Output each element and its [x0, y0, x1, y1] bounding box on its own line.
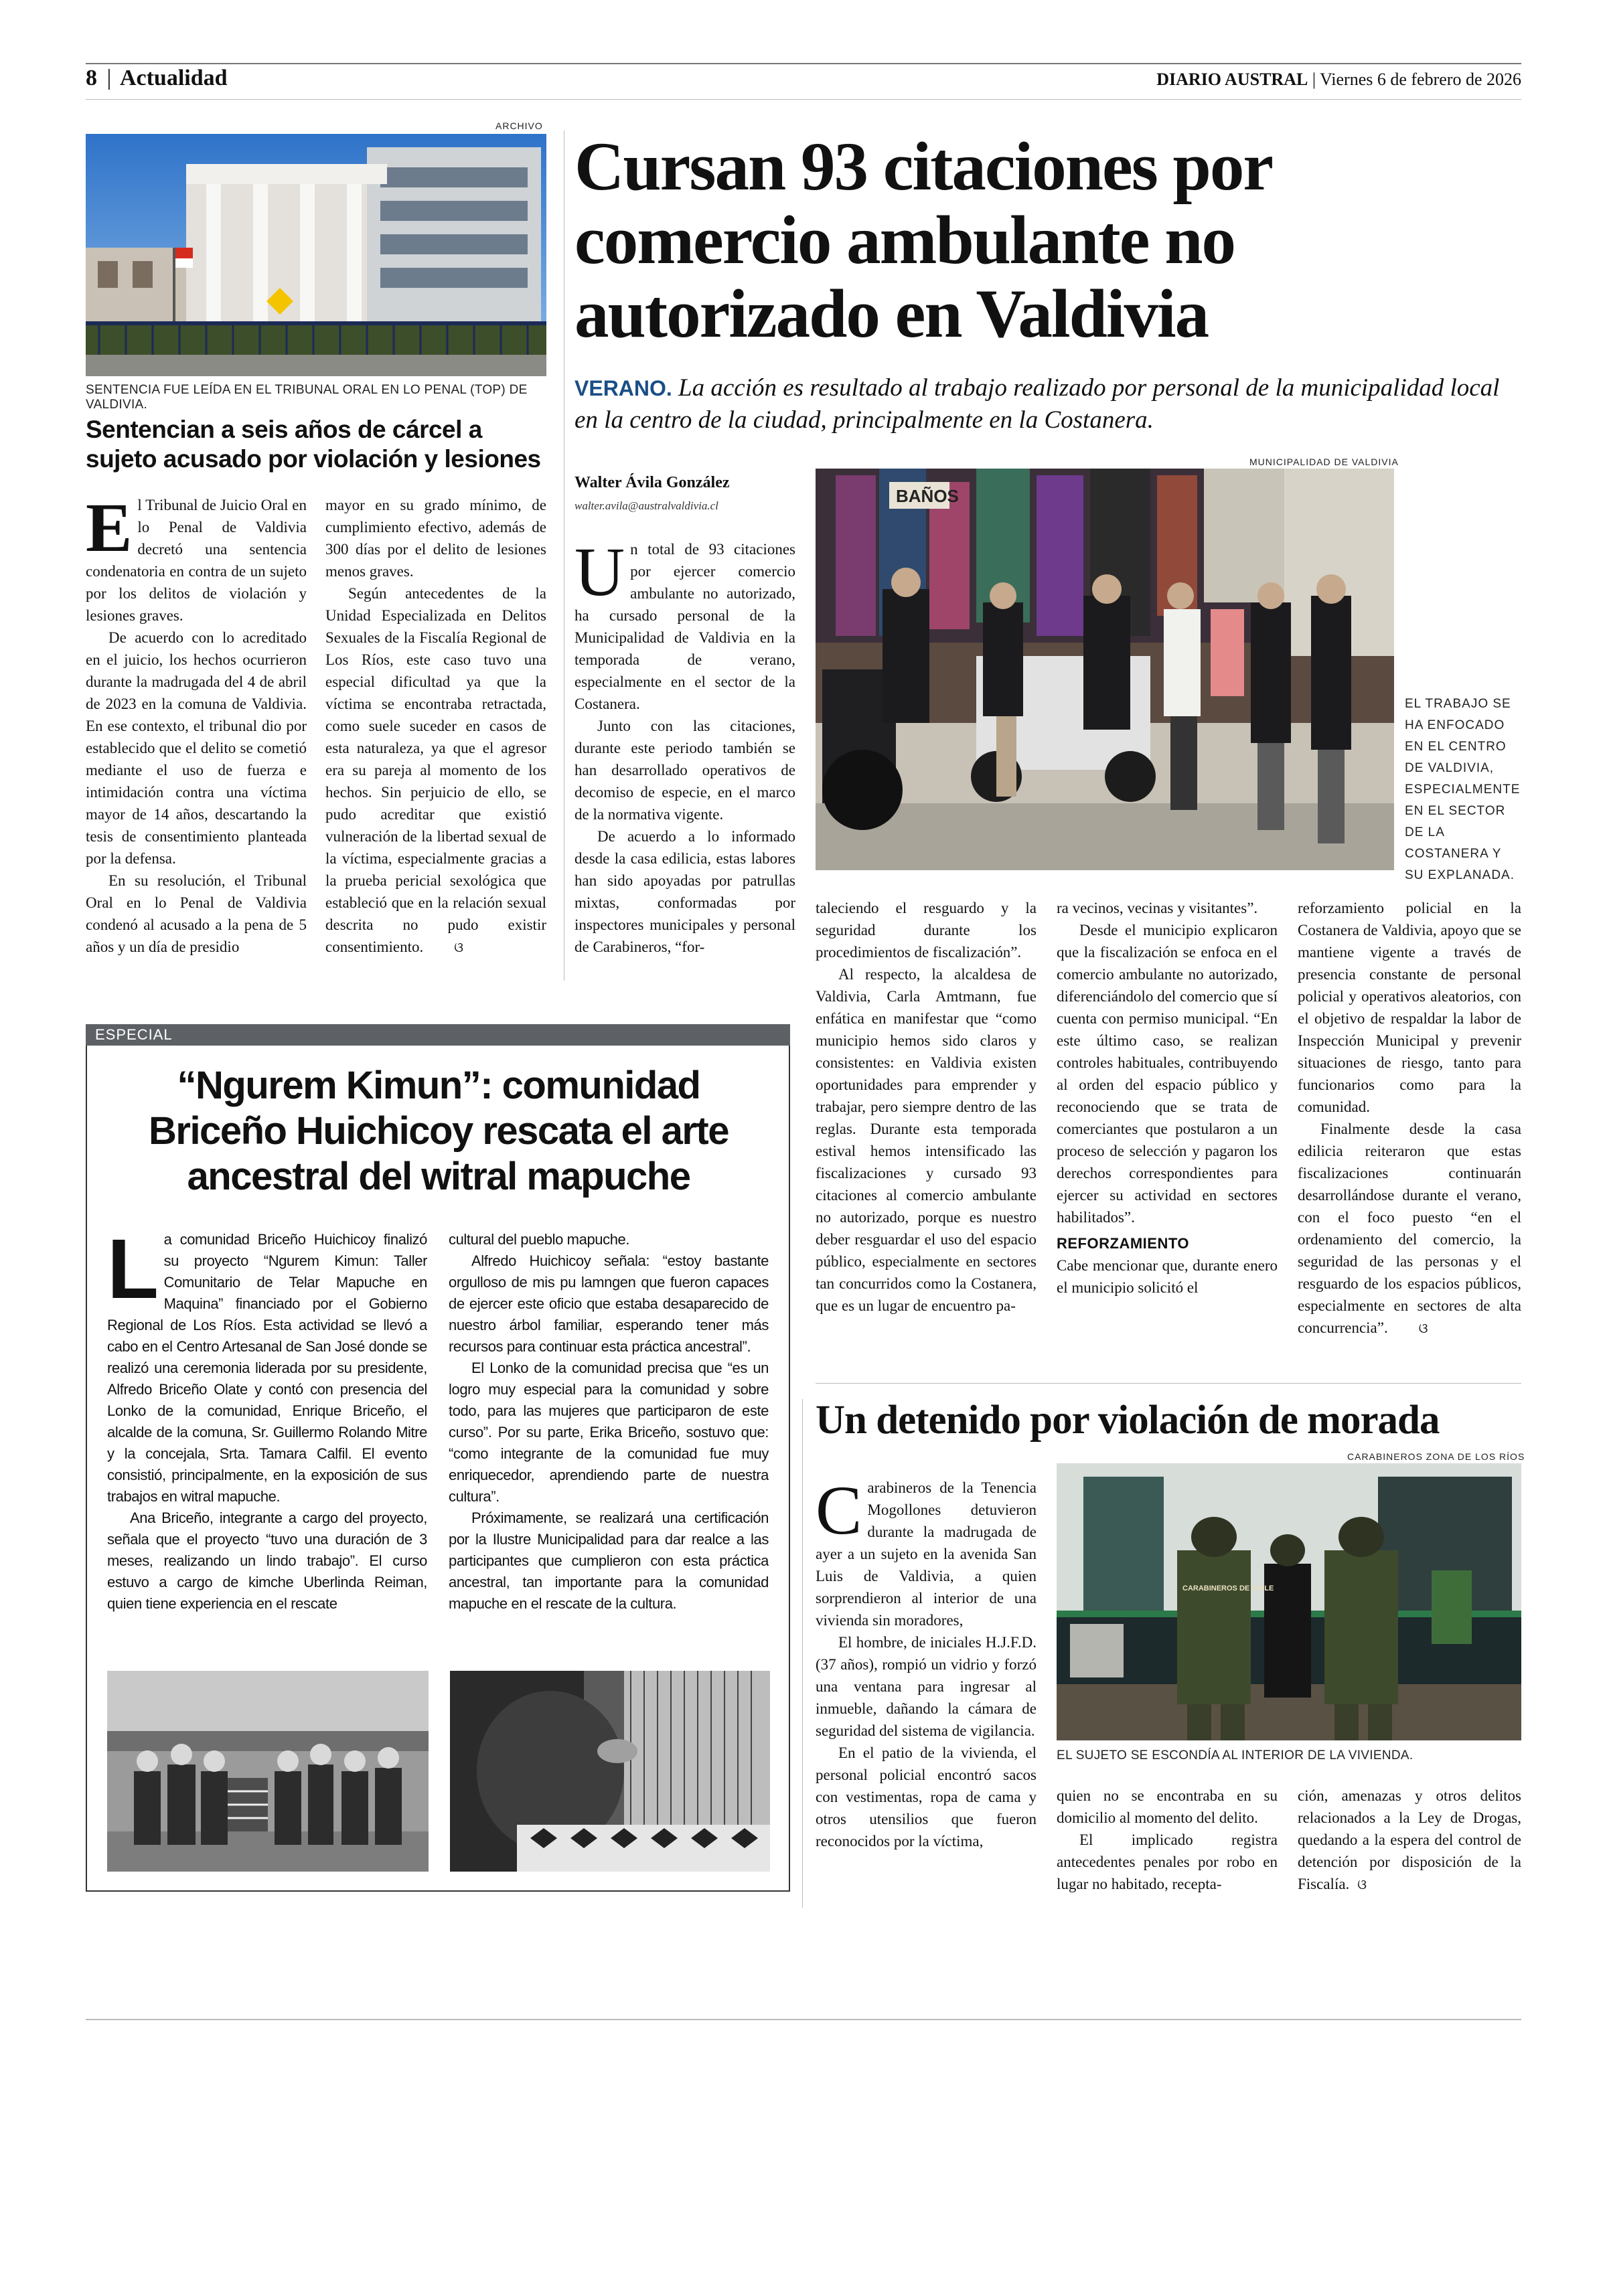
story2-paragraph: Desde el municipio explicaron que la fiscalización se enfoca en el comercio ambulante no autorizado, diferenciándolo del comercio que sí cuenta con permiso municipal. “En este último caso, se realizan controles habituales, contribuyendo al orden del espacio público y reconociendo que se trata de comerciantes que postularon a un proceso de selección y pagaron los derechos correspondientes para ejercer su actividad en sectores habilitados”. [1057, 922, 1278, 1226]
story1-headline: Sentencian a seis años de cárcel a sujeto acusado por violación y lesiones [86, 416, 541, 473]
story4-photo-credit: CARABINEROS ZONA DE LOS RÍOS [1347, 1451, 1525, 1462]
footer-rule [86, 2019, 1521, 2020]
story3-column-1 [107, 1229, 427, 1657]
story3-paragraph: a comunidad Briceño Huichicoy finalizó su proyecto “Ngurem Kimun: Taller Comunitario de Telar Mapuche en Maquina” financiado por el Gobierno Regional de Los Ríos. Esta actividad se llevó a cabo en el Centro Artesanal de San José donde se realizó una ceremonia liderada por su presidente, Alfredo Briceño Olate y contó con presencia del Lonko de la comunidad, Enrique Briceño, el alcalde de la comuna, Sr. Guillermo Rolando Mitre y la concejala, Srta. Tamara Calfil. El evento consistió, principalmente, en la exposición de sus trabajos en witral mapuche. [107, 1231, 427, 1505]
story1-column-1 [86, 494, 307, 983]
story3-loom-photo [450, 1671, 770, 1872]
story4-paragraph: arabineros de la Tenencia Mogollones detuvieron durante la madrugada de ayer a un sujeto en la avenida San Luis de Valdivia, a quien sorprendieron al interior de una vivienda sin moradores, [816, 1479, 1037, 1629]
story1-column-2 [325, 494, 546, 983]
paper-name: DIARIO AUSTRAL [1156, 70, 1308, 89]
story2-paragraph-text: Finalmente desde la casa edilicia reiteraron que estas fiscalizaciones continuarán desarrollándose durante el verano, con el foco puesto “en el ordenamiento del comercio, la seguridad de las personas y el resguardo de los espacios públicos, especialmente en sectores de alta concurrencia”. [1298, 1121, 1521, 1336]
carabineros-arrest-image [1057, 1463, 1521, 1740]
header-rule [86, 99, 1521, 100]
story2-paragraph: ra vecinos, vecinas y visitantes”. [1057, 900, 1258, 916]
story1-dropcap: E [86, 494, 133, 566]
story3-paragraph: Próximamente, se realizará una certificación por la Ilustre Municipalidad para dar realce a las participantes que cumplieron con esta práctica ancestral, tan importante para la comunidad mapuche en el rescate de la cultura. [449, 1509, 769, 1612]
top-rule [86, 63, 1521, 64]
story3-paragraph: El Lonko de la comunidad precisa que “es un logro muy especial para la comunidad y sobre todo, para las mujeres que participaron de este curso”. Por su parte, Erika Briceño, sostuvo que: “como integrante de la comunidad fue muy enriquecedor, aprendiendo parte de nuestra cultura”. [449, 1360, 769, 1505]
story2-paragraph: Al respecto, la alcaldesa de Valdivia, Carla Amtmann, fue enfática en manifestar que “como municipio hemos sido claros y consistentes: en Valdivia existen oportunidades para emprender y trabajar, pero siempre dentro de las reglas. Durante esta temporada estival hemos intensificado las fiscalizaciones y cursado 93 citaciones al comercio ambulante no autorizado, porque es nuestro deber resguardar el uso del espacio público, especialmente en sectores tan concurridos como la Costanera, que es un lugar de encuentro pa- [816, 966, 1037, 1314]
story2-paragraph: reforzamiento policial en la Costanera de Valdivia, apoyo que se mantiene vigente a través de presencia constante de personal policial y operativos aleatorios, con el objetivo de respaldar la labor de Inspección Municipal y prevenir situaciones de riesgo, tanto para funcionarios como para la comunidad. [1298, 900, 1521, 1115]
story3-paragraph: Ana Briceño, integrante a cargo del proyecto, señala que el proyecto “tuvo una duración de 3 meses, realizando un lindo trabajo”. El curso estuvo a cargo de kimche Uberlinda Reiman, quien tiene experiencia en el rescate [107, 1509, 427, 1612]
story2-headline: Cursan 93 citaciones por comercio ambulante no autorizado en Valdivia [575, 129, 1272, 352]
end-mark-icon: ଓ [454, 940, 464, 955]
story4-paragraph: El implicado registra antecedentes penales por robo en lugar no habitado, recepta- [1057, 1831, 1278, 1892]
story1-paragraph: mayor en su grado mínimo, de cumplimiento efectivo, además de 300 días por el delito de lesiones menos graves. [325, 497, 546, 580]
weaving-hands-image [450, 1671, 770, 1872]
story4-paragraph: El hombre, de iniciales H.J.F.D. (37 años), rompió un vidrio y forzó una ventana para ingresar al inmueble, dañando la cámara de seguridad del sistema de vigilancia. [816, 1634, 1037, 1739]
story4-dropcap: C [816, 1477, 862, 1549]
page-number: 8 [86, 66, 97, 90]
story1-photo-credit: ARCHIVO [495, 120, 543, 131]
story1-court-photo [86, 134, 546, 376]
story2-subhead: REFORZAMIENTO [1057, 1235, 1189, 1252]
story2-email[interactable]: walter.avila@australvaldivia.cl [575, 499, 718, 512]
inspection-scene-image [816, 469, 1394, 870]
story3-paragraph: Alfredo Huichicoy señala: “estoy bastante orgulloso de mis pu lamngen que fueron capaces de ejercer este oficio que estaba desaparecido de nuestro árbol familiar, esperando tener más recursos para continuar esta práctica ancestral”. [449, 1252, 769, 1355]
story4-column-3 [1298, 1785, 1521, 1905]
story1-paragraph [325, 582, 546, 959]
story3-paragraph: cultural del pueblo mapuche. [449, 1231, 630, 1248]
page-folio [86, 66, 228, 91]
banos-sign-text: BAÑOS [896, 486, 959, 506]
story4-photo-caption: EL SUJETO SE ESCONDÍA AL INTERIOR DE LA VIVIENDA. [1057, 1748, 1413, 1762]
story2-paragraph: Cabe mencionar que, durante enero el municipio solicitó el [1057, 1257, 1278, 1296]
story2-deck-text: La acción es resultado al trabajo realizado por personal de la municipalidad local en la centro de la ciudad, principalmente en la Costanera. [575, 374, 1500, 434]
story2-byline: Walter Ávila González [575, 474, 730, 491]
story2-deck-label: VERANO. [575, 376, 672, 400]
issue-date: Viernes 6 de febrero de 2026 [1320, 70, 1521, 89]
story2-photo-caption: EL TRABAJO SE HA ENFOCADO EN EL CENTRO DE VALDIVIA, ESPECIALMENTE EN EL SECTOR DE LA COSTANERA Y SU EXPLANADA. [1405, 697, 1521, 882]
story4-paragraph [1298, 1785, 1521, 1896]
community-group-image [107, 1671, 429, 1872]
story3-dropcap: L [107, 1229, 159, 1316]
story2-column-3 [1057, 897, 1278, 1370]
dateline-divider: | [1312, 70, 1320, 89]
story4-column-2 [1057, 1785, 1278, 1905]
end-mark-icon: ଓ [1357, 1878, 1367, 1892]
story2-paragraph [1298, 1118, 1521, 1340]
story2-paragraph: Junto con las citaciones, durante este periodo también se han desarrollado operativos de decomiso de especie, en el marco de la normativa vigente. [575, 718, 795, 823]
story4-paragraph: En el patio de la vivienda, el personal policial encontró sacos con vestimentas, ropa de cama y otros utensilios que fueron reconocidos por la víctima, [816, 1744, 1037, 1850]
story4-paragraph-text: ción, amenazas y otros delitos relacionados a la Ley de Drogas, quedando a la espera del control de detención por disposición de la Fiscalía. [1298, 1787, 1521, 1892]
especial-band [86, 1024, 790, 1046]
court-building-image [86, 134, 546, 376]
story3-column-2 [449, 1229, 769, 1657]
folio-divider: | [106, 66, 112, 90]
story1-paragraph: De acuerdo con lo acreditado en el juicio, los hechos ocurrieron durante la madrugada del 4 de abril de 2023 en la comuna de Valdivia. En ese contexto, el tribunal dio por establecido que el delito se cometió mediante el uso de fuerza e intimidación contra una víctima mayor de 14 años, descartando la tesis de consentimiento planteada por la defensa. [86, 629, 307, 867]
column-divider-bottom [802, 1399, 803, 1908]
story1-paragraph: En su resolución, el Tribunal Oral en lo Penal de Valdivia condenó al acusado a la pena de 5 años y un día de presidio [86, 872, 307, 955]
story2-paragraph: De acuerdo a lo informado desde la casa edilicia, estas labores han sido apoyadas por patrullas mixtas, conformadas por inspectores municipales y personal de Carabineros, “for- [575, 828, 795, 955]
story4-paragraph: quien no se encontraba en su domicilio al momento del delito. [1057, 1787, 1278, 1826]
story1-paragraph-text: Según antecedentes de la Unidad Especializada en Delitos Sexuales de la Fiscalía Regional de Los Ríos, este caso tuvo una especial dificultad ya que la víctima se encontraba retractada, como suele suceder en casos de esta naturaleza, ya que el agresor era su pareja al momento de los hechos. Sin perjuicio de ello, se pudo acreditar que existió vulneración de la libertad sexual de la víctima, especialmente gracias a la prueba pericial sexológica que estableció que en la relación sexual descrita no pudo existir consentimiento. [325, 585, 546, 955]
story2-paragraph: taleciendo el resguardo y la seguridad durante los procedimientos de fiscalización”. [816, 900, 1037, 961]
especial-band-label: ESPECIAL [95, 1026, 173, 1043]
story2-deck [575, 372, 1512, 436]
story3-headline: “Ngurem Kimun”: comunidad Briceño Huichicoy rescata el arte ancestral del witral mapuche [148, 1064, 729, 1198]
paper-dateline [1156, 70, 1521, 90]
story2-dropcap: U [575, 538, 625, 610]
story2-photo-credit: MUNICIPALIDAD DE VALDIVIA [1249, 457, 1399, 467]
story4-column-1 [816, 1477, 1037, 1905]
story2-paragraph: n total de 93 citaciones por ejercer comercio ambulante no autorizado, ha cursado personal de la Municipalidad de Valdivia en la temporada de verano, especialmente en el sector de la Costanera. [575, 541, 795, 712]
story2-bottom-rule [816, 1383, 1521, 1384]
section-name: Actualidad [119, 66, 228, 90]
vest-label-text: CARABINEROS DE CHILE [1182, 1584, 1274, 1592]
story4-headline: Un detenido por violación de morada [816, 1398, 1440, 1443]
story2-column-4 [1298, 897, 1521, 1370]
story1-photo-caption: SENTENCIA FUE LEÍDA EN EL TRIBUNAL ORAL EN LO PENAL (TOP) DE VALDIVIA. [86, 383, 528, 412]
end-mark-icon: ଓ [1418, 1321, 1428, 1336]
story1-paragraph: l Tribunal de Juicio Oral en lo Penal de Valdivia decretó una sentencia condenatoria en contra de un sujeto por los delitos de violación y lesiones graves. [86, 497, 307, 624]
story3-group-photo [107, 1671, 429, 1872]
story2-costanera-photo [816, 469, 1394, 870]
story2-column-1 [575, 538, 795, 980]
story2-column-2 [816, 897, 1037, 1370]
story4-arrest-photo [1057, 1463, 1521, 1740]
